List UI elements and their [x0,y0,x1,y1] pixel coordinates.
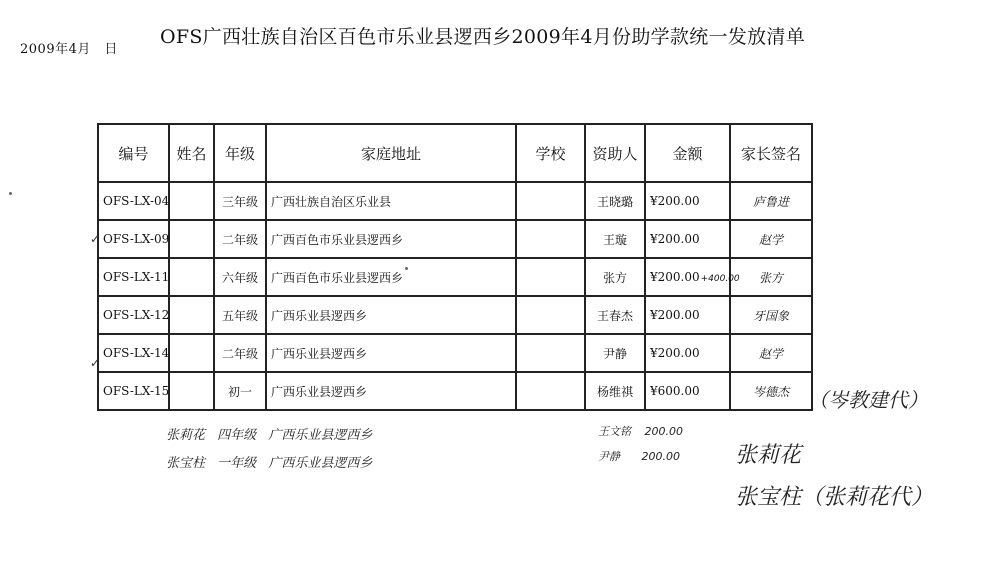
cell-signature: 张方 [730,258,812,296]
cell-school [516,220,585,258]
cell-name [169,334,214,372]
cell-signature: 岑德杰 [730,372,812,410]
header-grade: 年级 [214,124,266,182]
cell-code: OFS-LX-11 [98,258,169,296]
amount-value: ¥600.00 [650,384,700,398]
cell-sponsor: 杨维祺 [585,372,645,410]
extra-amount: 200.00 [641,450,680,463]
table-header-row [98,124,812,182]
cell-amount [645,220,730,258]
cell-code: OFS-LX-12 [98,296,169,334]
amount-value: ¥200.00 [650,270,700,284]
cell-school [516,182,585,220]
cell-signature: 赵学 [730,334,812,372]
cell-code: OFS-LX-09 [98,220,169,258]
cell-code: OFS-LX-15 [98,372,169,410]
handwritten-extra-sponsor [598,448,680,464]
header-signature: 家长签名 [730,124,812,182]
check-mark-icon: ✓ [90,232,101,246]
extra-amount: 200.00 [644,425,683,438]
cell-address: 广西乐业县逻西乡 [266,334,516,372]
extra-name: 张莉花 [166,428,206,443]
cell-grade: 三年级 [214,182,266,220]
cell-school [516,258,585,296]
cell-address: 广西乐业县逻西乡 [266,296,516,334]
cell-address: 广西壮族自治区乐业县 [266,182,516,220]
document-title: OFS广西壮族自治区百色市乐业县逻西乡2009年4月份助学款统一发放清单 [160,26,806,48]
extra-grade: 一年级 [217,456,257,471]
table-row [98,182,812,220]
amount-value: ¥200.00 [650,232,700,246]
cell-address: 广西百色市乐业县逻西乡 [266,258,516,296]
cell-sponsor: 王春杰 [585,296,645,334]
table-row [98,220,812,258]
cell-school [516,296,585,334]
cell-grade: 初一 [214,372,266,410]
extra-sponsor: 尹静 [598,450,620,463]
cell-signature: 牙国象 [730,296,812,334]
cell-grade: 二年级 [214,220,266,258]
cell-sponsor: 尹静 [585,334,645,372]
header-name: 姓名 [169,124,214,182]
header-school: 学校 [516,124,585,182]
cell-school [516,372,585,410]
margin-dot [405,267,408,270]
cell-code: OFS-LX-04 [98,182,169,220]
cell-grade: 五年级 [214,296,266,334]
cell-amount [645,182,730,220]
cell-name [169,220,214,258]
extra-address: 广西乐业县逻西乡 [268,428,373,443]
amount-value: ¥200.00 [650,308,700,322]
cell-address: 广西百色市乐业县逻西乡 [266,220,516,258]
handwritten-extra-row [166,452,372,471]
cell-sponsor: 张方 [585,258,645,296]
cell-amount [645,258,740,296]
cell-name [169,372,214,410]
document-date: 2009年4月 日 [20,42,118,57]
cell-sponsor: 王晓璐 [585,182,645,220]
cell-name [169,296,214,334]
table-row [98,334,812,372]
cell-signature: 赵学 [730,220,812,258]
header-sponsor: 资助人 [585,124,645,182]
amount-handwritten-note: +400.00 [700,274,740,284]
cell-sponsor: 王璇 [585,220,645,258]
cell-amount [645,372,730,410]
cell-amount [645,334,730,372]
amount-value: ¥200.00 [650,346,700,360]
table-row [98,258,812,296]
handwritten-signature: 张莉花 [735,443,802,468]
cell-school [516,334,585,372]
cell-amount [645,296,730,334]
extra-address: 广西乐业县逻西乡 [268,456,373,471]
handwritten-extra-row [166,424,372,443]
cell-address: 广西乐业县逻西乡 [266,372,516,410]
header-amount: 金额 [645,124,730,182]
extra-grade: 四年级 [217,428,257,443]
cell-code: OFS-LX-14 [98,334,169,372]
cell-name [169,258,214,296]
disbursement-table [97,123,813,411]
extra-name: 张宝柱 [166,456,206,471]
cell-grade: 二年级 [214,334,266,372]
handwritten-extra-sponsor [598,423,683,439]
cell-grade: 六年级 [214,258,266,296]
table-row [98,296,812,334]
cell-name [169,182,214,220]
table-row [98,372,812,410]
header-code: 编号 [98,124,169,182]
cell-signature: 庐鲁进 [730,182,812,220]
header-address: 家庭地址 [266,124,516,182]
margin-dot [9,192,12,195]
handwritten-proxy-note: （岑教建代） [808,388,928,412]
handwritten-signature: 张宝柱（张莉花代） [735,485,934,510]
amount-value: ¥200.00 [650,194,700,208]
extra-sponsor: 王文铭 [598,425,631,438]
check-mark-icon: ✓ [90,356,101,370]
